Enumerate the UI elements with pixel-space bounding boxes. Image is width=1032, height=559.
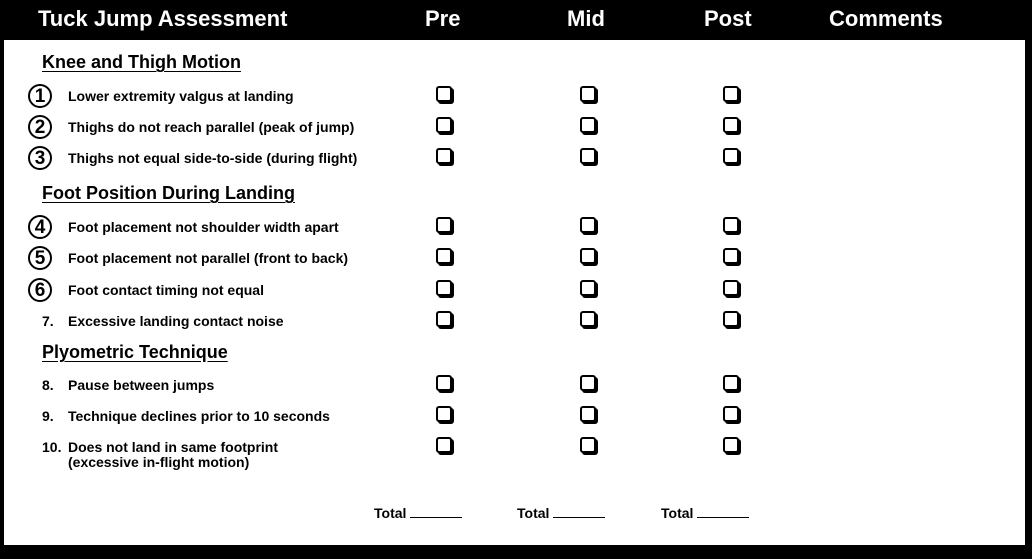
total-pre xyxy=(374,505,462,521)
item-number: 8. xyxy=(42,377,54,393)
checkbox-pre[interactable] xyxy=(436,375,452,391)
item-label: Lower extremity valgus at landing xyxy=(68,88,294,104)
item-label: Thighs not equal side-to-side (during flight) xyxy=(68,150,358,166)
checkbox-pre[interactable] xyxy=(436,406,452,422)
item-label: Foot placement not parallel (front to back) xyxy=(68,250,349,266)
form-title: Tuck Jump Assessment xyxy=(38,6,288,31)
checkbox-post[interactable] xyxy=(723,437,739,453)
checkbox-mid[interactable] xyxy=(580,86,596,102)
list-item xyxy=(4,148,1025,178)
checkbox-pre[interactable] xyxy=(436,437,452,453)
item-label: Thighs do not reach parallel (peak of jump) xyxy=(68,119,355,135)
checkbox-post[interactable] xyxy=(723,117,739,133)
total-post xyxy=(661,505,749,521)
section-title-foot-position: Foot Position During Landing xyxy=(42,183,295,203)
checkbox-post[interactable] xyxy=(723,375,739,391)
checkbox-pre[interactable] xyxy=(436,311,452,327)
checkbox-mid[interactable] xyxy=(580,117,596,133)
item-number: 9. xyxy=(42,408,54,424)
total-mid xyxy=(517,505,605,521)
item-label: Foot placement not shoulder width apart xyxy=(68,219,339,235)
total-mid-blank[interactable] xyxy=(553,505,605,518)
list-item xyxy=(4,406,1025,436)
checkbox-mid[interactable] xyxy=(580,148,596,164)
total-mid-label: Total xyxy=(517,505,550,521)
checkbox-mid[interactable] xyxy=(580,375,596,391)
checkbox-pre[interactable] xyxy=(436,217,452,233)
checkbox-pre[interactable] xyxy=(436,248,452,264)
checkbox-post[interactable] xyxy=(723,311,739,327)
list-item xyxy=(4,217,1025,247)
item-number: 3 xyxy=(28,146,52,170)
item-number: 6 xyxy=(28,278,52,302)
checkbox-post[interactable] xyxy=(723,148,739,164)
column-pre: Pre xyxy=(425,6,461,31)
item-label: Foot contact timing not equal xyxy=(68,282,264,298)
item-label-continued: (excessive in-flight motion) xyxy=(68,454,250,470)
checkbox-pre[interactable] xyxy=(436,117,452,133)
total-pre-label: Total xyxy=(374,505,407,521)
checkbox-post[interactable] xyxy=(723,406,739,422)
checkbox-post[interactable] xyxy=(723,248,739,264)
checkbox-post[interactable] xyxy=(723,86,739,102)
list-item xyxy=(4,86,1025,116)
item-number: 4 xyxy=(28,215,52,239)
column-comments: Comments xyxy=(829,6,943,31)
checkbox-mid[interactable] xyxy=(580,217,596,233)
checkbox-post[interactable] xyxy=(723,280,739,296)
total-post-label: Total xyxy=(661,505,694,521)
checkbox-mid[interactable] xyxy=(580,311,596,327)
item-label: Excessive landing contact noise xyxy=(68,313,284,329)
item-number: 2 xyxy=(28,115,52,139)
item-number: 10. xyxy=(42,439,62,455)
checkbox-mid[interactable] xyxy=(580,280,596,296)
form-panel xyxy=(4,40,1025,545)
item-number: 5 xyxy=(28,246,52,270)
checkbox-post[interactable] xyxy=(723,217,739,233)
total-pre-blank[interactable] xyxy=(410,505,462,518)
list-item xyxy=(4,437,1025,473)
list-item xyxy=(4,280,1025,310)
total-post-blank[interactable] xyxy=(697,505,749,518)
checkbox-mid[interactable] xyxy=(580,406,596,422)
item-number: 1 xyxy=(28,84,52,108)
column-mid: Mid xyxy=(567,6,605,31)
checkbox-pre[interactable] xyxy=(436,86,452,102)
item-label: Does not land in same footprint xyxy=(68,439,279,455)
checkbox-mid[interactable] xyxy=(580,248,596,264)
list-item xyxy=(4,375,1025,405)
list-item xyxy=(4,311,1025,341)
list-item xyxy=(4,248,1025,278)
checkbox-pre[interactable] xyxy=(436,280,452,296)
checkbox-pre[interactable] xyxy=(436,148,452,164)
item-label: Technique declines prior to 10 seconds xyxy=(68,408,330,424)
item-number: 7. xyxy=(42,313,54,329)
section-title-knee-thigh: Knee and Thigh Motion xyxy=(42,52,241,72)
list-item xyxy=(4,117,1025,147)
checkbox-mid[interactable] xyxy=(580,437,596,453)
section-title-plyometric: Plyometric Technique xyxy=(42,342,228,362)
header-bar xyxy=(0,0,1032,40)
item-label: Pause between jumps xyxy=(68,377,215,393)
column-post: Post xyxy=(704,6,752,31)
